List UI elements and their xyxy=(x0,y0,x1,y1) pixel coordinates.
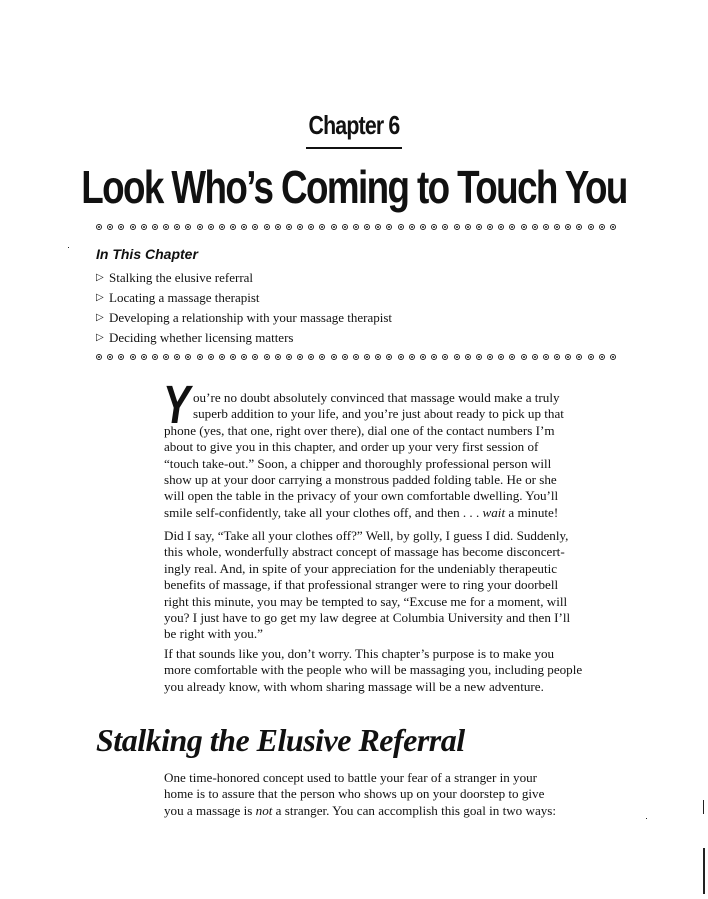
divider-dot xyxy=(141,224,147,230)
divider-dot xyxy=(107,224,113,230)
scan-speck xyxy=(646,818,647,819)
arrow-bullet-icon: ▷ xyxy=(96,312,104,323)
divider-dot xyxy=(476,354,482,360)
divider-dot xyxy=(174,354,180,360)
divider-dot xyxy=(364,354,370,360)
divider-dot xyxy=(386,224,392,230)
divider-dot xyxy=(532,224,538,230)
divider-dot xyxy=(185,354,191,360)
chapter-topic-item: ▷ Locating a massage therapist xyxy=(96,288,392,308)
divider-dot xyxy=(197,224,203,230)
intro-paragraph-3: If that sounds like you, don’t worry. This chapter’s purpose is to make you more comfortable with the people who will be massaging you, including people you already know, with whom sharing massage will be a new adventure. xyxy=(164,646,583,694)
divider-dot xyxy=(543,354,549,360)
divider-dot xyxy=(118,224,124,230)
divider-dot xyxy=(375,224,381,230)
divider-dot xyxy=(509,224,515,230)
divider-dot xyxy=(141,354,147,360)
divider-dot xyxy=(241,354,247,360)
divider-dot xyxy=(319,224,325,230)
divider-dot xyxy=(465,354,471,360)
divider-dot xyxy=(208,354,214,360)
divider-dot xyxy=(554,224,560,230)
divider-dot xyxy=(398,224,404,230)
divider-dot xyxy=(286,224,292,230)
divider-dot xyxy=(565,354,571,360)
divider-dot xyxy=(185,224,191,230)
divider-dot xyxy=(521,224,527,230)
divider-dot xyxy=(130,354,136,360)
divider-dot xyxy=(152,224,158,230)
section-paragraph: One time-honored concept used to battle your fear of a stranger in your home is to assure that the person who shows up on your doorstep to give you a massage is not a stranger. You can accomplish this goal in two ways: xyxy=(164,770,557,818)
divider-dot xyxy=(375,354,381,360)
divider-dot xyxy=(565,224,571,230)
scan-edge-mark xyxy=(703,800,704,814)
divider-dot xyxy=(364,224,370,230)
divider-dot xyxy=(342,354,348,360)
divider-dot xyxy=(610,354,616,360)
divider-dot xyxy=(308,224,314,230)
chapter-topic-item: ▷ Stalking the elusive referral xyxy=(96,268,392,288)
divider-dot xyxy=(509,354,515,360)
divider-dot xyxy=(599,224,605,230)
divider-dot xyxy=(275,224,281,230)
arrow-bullet-icon: ▷ xyxy=(96,292,104,303)
divider-dot xyxy=(610,224,616,230)
divider-dot xyxy=(152,354,158,360)
divider-dot xyxy=(241,224,247,230)
divider-dot xyxy=(230,354,236,360)
divider-dot xyxy=(386,354,392,360)
divider-dot xyxy=(353,224,359,230)
arrow-bullet-icon: ▷ xyxy=(96,332,104,343)
divider-dot xyxy=(275,354,281,360)
divider-dot xyxy=(487,224,493,230)
divider-dot xyxy=(576,354,582,360)
divider-dot xyxy=(588,354,594,360)
divider-dot xyxy=(130,224,136,230)
divider-dot xyxy=(353,354,359,360)
divider-dot xyxy=(230,224,236,230)
divider-dot xyxy=(454,354,460,360)
arrow-bullet-icon: ▷ xyxy=(96,272,104,283)
chapter-underline xyxy=(306,147,402,149)
divider-dot xyxy=(420,354,426,360)
intro-paragraph-1: ou’re no doubt absolutely convinced that massage would make a truly superb addition to your life, and you’re just about ready to pick up that phone (yes, that one, right over there), dial one of the contact numbers I’m about to give you in this chapter, and order up your very first session of “touch take-out.” Soon, a chipper and thoroughly professional person will show up at your door carrying a monstrous padded folding table. He or she will open the table in the privacy of your own comfortable dwelling. You’ll smile self-confidently, take all your clothes off, and then . . . wait a minute! xyxy=(164,390,564,520)
divider-dot xyxy=(331,224,337,230)
divider-dot xyxy=(554,354,560,360)
chapter-title: Look Who’s Coming to Touch You xyxy=(81,161,627,213)
divider-dot xyxy=(442,354,448,360)
divider-dot xyxy=(96,354,102,360)
divider-dot xyxy=(118,354,124,360)
divider-dot xyxy=(487,354,493,360)
dot-divider-bottom xyxy=(96,352,616,362)
divider-dot xyxy=(442,224,448,230)
chapter-topic-item: ▷ Developing a relationship with your massage therapist xyxy=(96,308,392,328)
divider-dot xyxy=(465,224,471,230)
divider-dot xyxy=(532,354,538,360)
divider-dot xyxy=(331,354,337,360)
divider-dot xyxy=(219,224,225,230)
chapter-number: Chapter 6 xyxy=(308,110,400,140)
divider-dot xyxy=(420,224,426,230)
in-this-chapter-list xyxy=(96,268,392,348)
divider-dot xyxy=(107,354,113,360)
divider-dot xyxy=(431,224,437,230)
divider-dot xyxy=(431,354,437,360)
divider-dot xyxy=(163,354,169,360)
divider-dot xyxy=(264,354,270,360)
divider-dot xyxy=(476,224,482,230)
divider-dot xyxy=(498,354,504,360)
divider-dot xyxy=(319,354,325,360)
divider-dot xyxy=(252,224,258,230)
divider-dot xyxy=(543,224,549,230)
divider-dot xyxy=(454,224,460,230)
divider-dot xyxy=(308,354,314,360)
dot-divider-top xyxy=(96,222,616,232)
divider-dot xyxy=(342,224,348,230)
chapter-topic-item: ▷ Deciding whether licensing matters xyxy=(96,328,392,348)
divider-dot xyxy=(252,354,258,360)
divider-dot xyxy=(576,224,582,230)
divider-dot xyxy=(219,354,225,360)
scan-speck xyxy=(68,247,69,248)
divider-dot xyxy=(264,224,270,230)
intro-paragraph-2: Did I say, “Take all your clothes off?” Well, by golly, I guess I did. Suddenly, this whole, wonderfully abstract concept of massage has become disconcert- ingly real. And, in spite of your appreciation for the undeniably therapeutic benefits of massage, if that professional stranger were to ring your doorbell right this minute, you may be tempted to say, “Excuse me for a moment, will you? I just have to go get my law degree at Columbia University and then I’ll be right with you.” xyxy=(164,528,571,642)
divider-dot xyxy=(588,224,594,230)
divider-dot xyxy=(297,354,303,360)
divider-dot xyxy=(286,354,292,360)
divider-dot xyxy=(163,224,169,230)
divider-dot xyxy=(409,224,415,230)
divider-dot xyxy=(599,354,605,360)
scan-edge-mark xyxy=(703,848,705,894)
divider-dot xyxy=(521,354,527,360)
divider-dot xyxy=(398,354,404,360)
drop-cap: Y xyxy=(163,375,191,435)
divider-dot xyxy=(409,354,415,360)
section-heading: Stalking the Elusive Referral xyxy=(96,722,465,758)
divider-dot xyxy=(174,224,180,230)
divider-dot xyxy=(96,224,102,230)
divider-dot xyxy=(297,224,303,230)
divider-dot xyxy=(208,224,214,230)
divider-dot xyxy=(498,224,504,230)
divider-dot xyxy=(197,354,203,360)
in-this-chapter-heading: In This Chapter xyxy=(96,246,198,262)
